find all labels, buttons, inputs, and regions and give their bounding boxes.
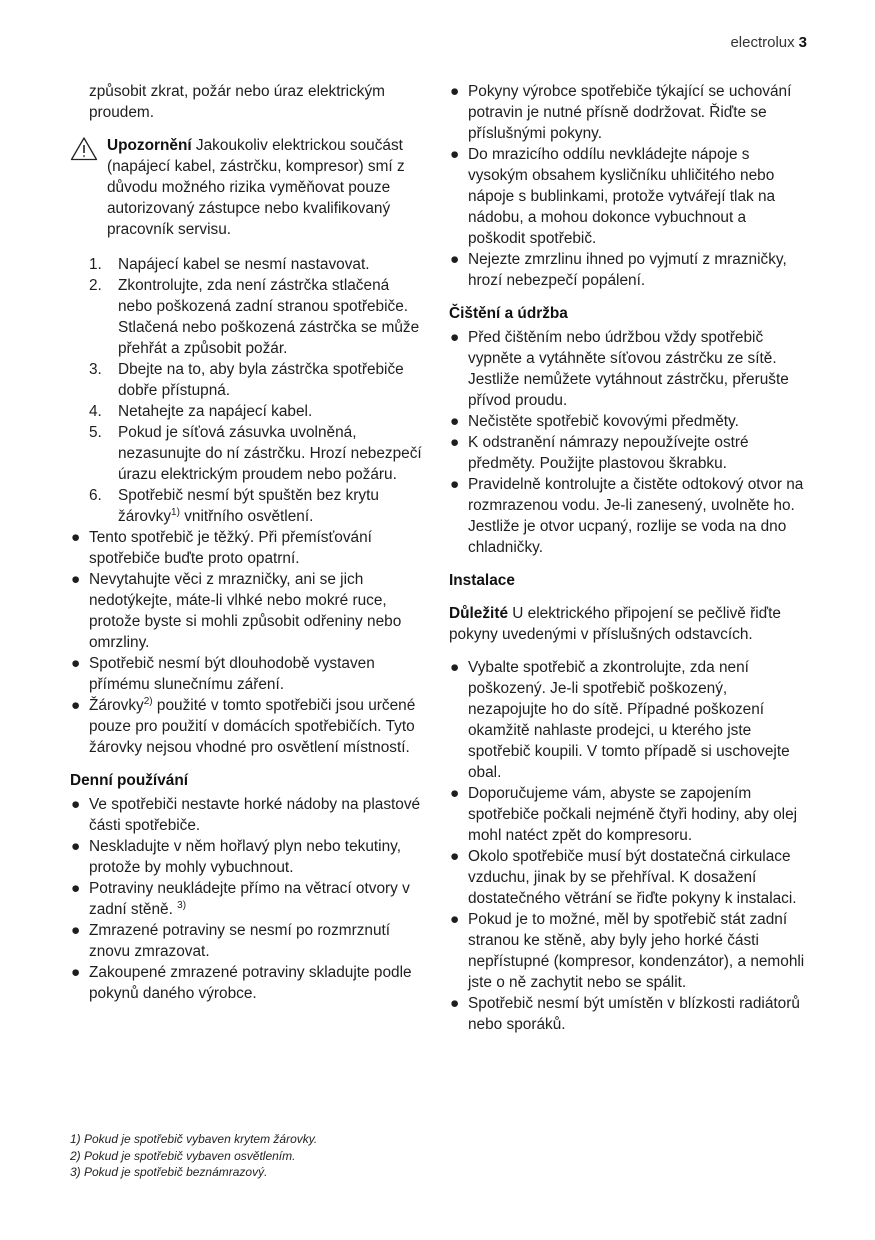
bullet-dot-icon: ● [71,529,81,546]
warning-text: Upozornění Jakoukoliv elektrickou součást (napájecí kabel, zástrčku, kompresor) smí z důvodu možného rizika vyměňovat pouze autorizovaný zástupce nebo kvalifikovaný pracovník servisu. [107,137,405,238]
item-number: 1. [89,256,102,273]
bullet-dot-icon: ● [450,146,460,163]
warning-triangle-icon [70,136,98,161]
list-item: ● Tento spotřebič je těžký. Při přemísťování spotřebiče buďte proto opatrní. [71,529,372,567]
bullet-dot-icon: ● [71,796,81,813]
list-item: ● Pokud je to možné, měl by spotřebič stát zadní stranou ke stěně, aby byly jeho horké části nepřístupné (kompresor, kondenzátor), a nemohli jste o ně zachytit nebo se spálit. [450,911,805,991]
intro-text: způsobit zkrat, požár nebo úraz elektrickým proudem. [89,83,385,121]
list-item: ● Zmrazené potraviny se nesmí po rozmrznutí znovu zmrazovat. [71,922,391,960]
bullet-dot-icon: ● [71,964,81,981]
bullet-list [449,327,805,558]
footnote: 1) Pokud je spotřebič vybaven krytem žárovky. [70,1132,318,1146]
bullet-list [449,657,805,1035]
numbered-item: 4. Netahejte za napájecí kabel. [89,403,313,420]
list-item: ● Potraviny neukládejte přímo na větrací otvory v zadní stěně. $^{3)}$ [71,880,410,918]
list-item: ● Ve spotřebiči nestavte horké nádoby na plastové části spotřebiče. [71,796,421,834]
list-item: ● Žárovky$^{2)}$ použité v tomto spotřebiči jsou určené pouze pro použití v domácích spotřebičích. Tyto žárovky nejsou vhodné pro osvětlení místností. [71,695,416,756]
bullet-dot-icon: ● [450,995,460,1012]
left-column [70,81,426,1004]
bullet-dot-icon: ● [450,659,460,676]
page-header [730,34,807,51]
bullet-dot-icon: ● [71,655,81,672]
bullet-dot-icon: ● [450,413,460,430]
numbered-item: 2. Zkontrolujte, zda není zástrčka stlačená nebo poškozená zadní stranou spotřebiče. Stlačená nebo poškozená zástrčka se může přehřát a způsobit požár. [89,277,420,357]
bullet-dot-icon: ● [450,911,460,928]
footnote: 2) Pokud je spotřebič vybaven osvětlením. [70,1148,296,1163]
numbered-item: 5. Pokud je síťová zásuvka uvolněná, nezasunujte do ní zástrčku. Hrozí nebezpečí úrazu elektrickým proudem nebo požáru. [89,424,422,483]
footnotes [70,1131,317,1181]
list-item: ● Zakoupené zmrazené potraviny skladujte podle pokynů daného výrobce. [71,964,412,1002]
bullet-dot-icon: ● [71,697,81,714]
brand-name: electrolux [730,34,795,51]
right-column [449,81,805,1035]
list-item: ● Spotřebič nesmí být umístěn v blízkosti radiátorů nebo sporáků. [450,995,800,1033]
footnote: 3) Pokud je spotřebič beznámrazový. [70,1165,268,1179]
item-number: 6. [89,487,102,504]
numbered-item: 6. Spotřebič nesmí být spuštěn bez krytu žárovky$^{1)}$ vnitřního osvětlení. [89,487,379,525]
bullet-dot-icon: ● [450,785,460,802]
list-item: ● Nevytahujte věci z mrazničky, ani se jich nedotýkejte, máte-li vlhké nebo mokré ruce, protože byste si mohli způsobit odřeniny nebo omrzliny. [71,571,402,651]
list-item: ● Pokyny výrobce spotřebiče týkající se uchování potravin je nutné přísně dodržovat. Řiďte se příslušnými pokyny. [450,83,792,142]
numbered-item: 3. Dbejte na to, aby byla zástrčka spotřebiče dobře přístupná. [89,361,404,399]
bullet-dot-icon: ● [450,476,460,493]
item-number: 4. [89,403,102,420]
important-label: Důležité [449,605,509,622]
bullet-dot-icon: ● [450,251,460,268]
bullet-dot-icon: ● [450,434,460,451]
bullet-list [70,794,426,1004]
bullet-list [449,81,805,291]
list-item: ● Nejezte zmrzlinu ihned po vyjmutí z mrazničky, hrozí nebezpečí popálení. [450,251,787,289]
list-item: ● Neskladujte v něm hořlavý plyn nebo tekutiny, protože by mohly vybuchnout. [71,838,401,876]
list-item: ● Nečistěte spotřebič kovovými předměty. [450,413,739,430]
footnote-ref[interactable]: 1) [171,506,180,518]
numbered-list [70,254,426,527]
list-item: ● K odstranění námrazy nepoužívejte ostré předměty. Použijte plastovou škrabku. [450,434,749,472]
bullet-dot-icon: ● [71,922,81,939]
item-number: 5. [89,424,102,441]
item-number: 2. [89,277,102,294]
bullet-dot-icon: ● [450,848,460,865]
bullet-dot-icon: ● [71,571,81,588]
important-note: Důležité U elektrického připojení se pečlivě řiďte pokyny uvedenými v příslušných odstavcích. [449,605,781,643]
section-heading-daily-use: Denní používání [70,772,188,789]
warning-block [70,135,426,240]
list-item: ● Vybalte spotřebič a zkontrolujte, zda není poškozený. Je-li spotřebič poškozený, nezapojujte ho do sítě. Případné poškození okamžitě nahlaste prodejci, u kterého jste spotřebič koupili. V tomto případě si uschovejte obal. [450,659,790,781]
page-number: 3 [798,34,807,51]
list-item: ● Spotřebič nesmí být dlouhodobě vystaven přímému slunečnímu záření. [71,655,375,693]
bullet-dot-icon: ● [71,880,81,897]
list-item: ● Okolo spotřebiče musí být dostatečná cirkulace vzduchu, jinak by se přehříval. K dosažení dostatečného větrání se řiďte pokyny k instalaci. [450,848,797,907]
warning-title: Upozornění [107,137,192,154]
bullet-dot-icon: ● [450,329,460,346]
list-item: ● Pravidelně kontrolujte a čistěte odtokový otvor na rozmrazenou vodu. Je-li zanesený, uvolněte ho. Jestliže je otvor ucpaný, rozlije se voda na dno chladničky. [450,476,804,556]
numbered-item: 1. Napájecí kabel se nesmí nastavovat. [89,256,370,273]
footnote-ref[interactable]: 3) [177,899,187,911]
bullet-dot-icon: ● [450,83,460,100]
footnote-ref[interactable]: 2) [143,695,153,707]
list-item: ● Před čištěním nebo údržbou vždy spotřebič vypněte a vytáhněte síťovou zástrčku ze sítě. Jestliže nemůžete vytáhnout zástrčku, přerušte přívod proudu. [450,329,789,409]
list-item: ● Do mrazicího oddílu nevkládejte nápoje s vysokým obsahem kysličníku uhličitého nebo nápoje s bublinkami, protože vytvářejí tlak na nádobu, a mohou dokonce vybuchnout a poškodit spotřebič. [450,146,776,247]
section-heading-cleaning: Čištění a údržba [449,305,568,322]
section-heading-installation: Instalace [449,572,515,589]
bullet-dot-icon: ● [71,838,81,855]
list-item: ● Doporučujeme vám, abyste se zapojením spotřebiče počkali nejméně čtyři hodiny, aby olej mohl natéct zpět do kompresoru. [450,785,798,844]
item-number: 3. [89,361,102,378]
bullet-list [70,527,426,758]
